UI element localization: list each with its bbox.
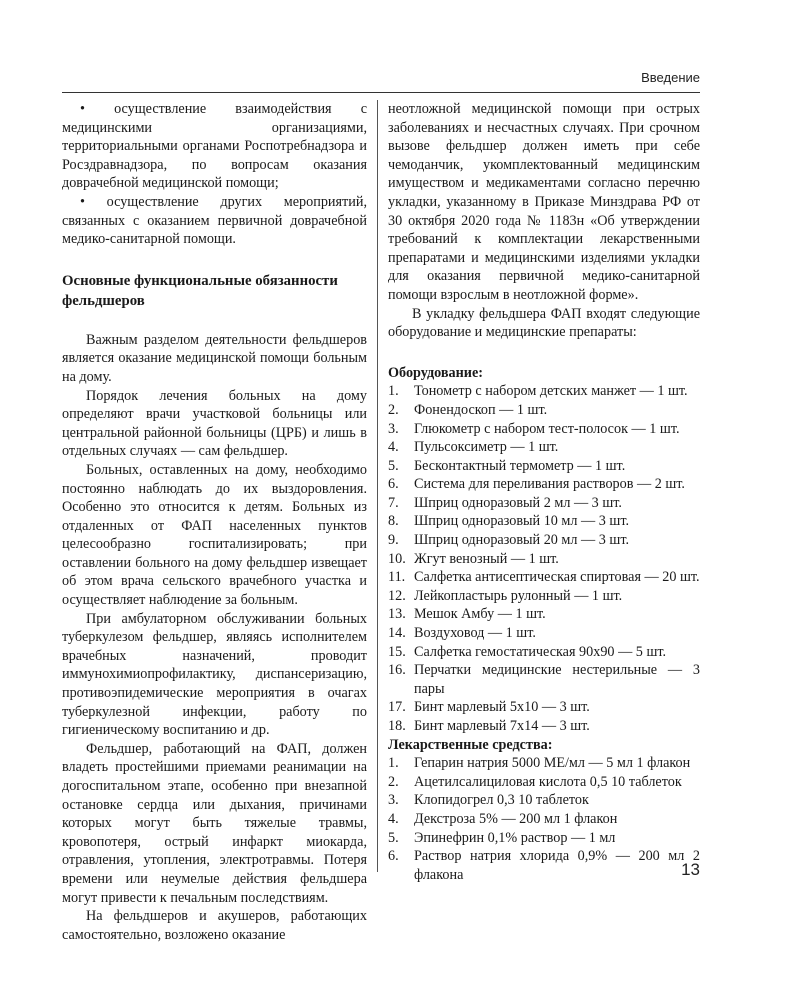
equipment-item: [388, 661, 700, 698]
equipment-item: [388, 420, 700, 439]
equipment-text: Лейкопластырь рулонный — 1 шт.: [414, 587, 623, 604]
drug-text: Ацетилсалициловая кислота 0,5 10 таблеток: [414, 773, 682, 790]
equipment-item: [388, 624, 700, 643]
equipment-item: [388, 643, 700, 662]
drug-text: Клопидогрел 0,3 10 таблеток: [414, 792, 589, 809]
equipment-number: 9.: [388, 532, 399, 549]
equipment-number: 5.: [388, 457, 399, 474]
equipment-item: [388, 605, 700, 624]
drug-item: [388, 791, 700, 810]
section-heading: Основные функциональные обязанности фельдшеров: [62, 272, 338, 309]
paragraph: Важным разделом деятельности фельдшеров является оказание медицинской помощи больным на дому.: [62, 331, 367, 385]
equipment-text: Тонометр с набором детских манжет — 1 шт.: [414, 383, 688, 400]
equipment-number: 2.: [388, 401, 399, 418]
equipment-number: 4.: [388, 439, 399, 456]
drug-number: 6.: [388, 848, 399, 865]
equipment-text: Жгут венозный — 1 шт.: [414, 550, 559, 567]
equipment-number: 18.: [388, 718, 406, 734]
equipment-number: 14.: [388, 625, 406, 642]
equipment-item: [388, 438, 700, 457]
equipment-item: [388, 494, 700, 513]
drug-text: Эпинефрин 0,1% раствор — 1 мл: [414, 829, 616, 846]
paragraph: Больных, оставленных на дому, необходимо постоянно наблюдать до их выздоровления. Особенно это относится к детям. Больных из отдаленных от ФАП населенных пунктов целесообразно госпитализировать; при оставлении больного на дому фельдшер извещает об этом врача сельского врачебного участка и осуществляет наблюдение за больным.: [62, 461, 367, 609]
right-column: [388, 100, 700, 884]
equipment-item: [388, 698, 700, 717]
equipment-item: [388, 587, 700, 606]
paragraph: неотложной медицинской помощи при острых заболеваниях и несчастных случаях. При срочном вызове фельдшер должен иметь при себе чемоданчик, укомплектованный медицинским имуществом и медикаментами согласно перечню укладки, указанному в Приказе Минздрава РФ от 30 октября 2020 года № 1183н «Об утверждении требований к комплектации лекарственными препаратами и медицинскими изделиями укладки для оказания первичной медико-санитарной помощи взрослым в неотложной форме».: [388, 101, 700, 303]
equipment-text: Бинт марлевый 5х10 — 3 шт.: [414, 699, 590, 716]
paragraph: В укладку фельдшера ФАП входят следующие оборудование и медицинские препараты:: [388, 305, 700, 341]
bullet-item: • осуществление взаимодействия с медицинскими организациями, территориальными органами Роспотребнадзора и Росздравнадзора, по вопросам оказания доврачебной медицинской помощи;: [62, 101, 367, 192]
drug-item: [388, 810, 700, 829]
equipment-text: Глюкометр с набором тест-полосок — 1 шт.: [414, 420, 680, 437]
equipment-number: 1.: [388, 383, 399, 400]
equipment-text: Шприц одноразовый 10 мл — 3 шт.: [414, 513, 630, 530]
equipment-text: Салфетка антисептическая спиртовая — 20 шт.: [414, 569, 700, 586]
drug-text: Гепарин натрия 5000 МЕ/мл — 5 мл 1 флакон: [414, 755, 691, 772]
drug-number: 4.: [388, 810, 399, 827]
header-rule: [62, 92, 700, 93]
equipment-text: Бинт марлевый 7х14 — 3 шт.: [414, 718, 590, 734]
equipment-text: Бесконтактный термометр — 1 шт.: [414, 457, 626, 474]
equipment-text: Фонендоскоп — 1 шт.: [414, 401, 548, 418]
equipment-number: 13.: [388, 606, 406, 623]
paragraph: Порядок лечения больных на дому определяют врачи участковой больницы или центральной районной больницы (ЦРБ) и лишь в отдельных случаях — сам фельдшер.: [62, 387, 367, 460]
drug-number: 2.: [388, 773, 399, 790]
equipment-item: [388, 475, 700, 494]
equipment-number: 12.: [388, 587, 406, 604]
left-column: [62, 100, 367, 944]
spacer: [388, 342, 700, 364]
equipment-item: [388, 531, 700, 550]
equipment-item: [388, 401, 700, 420]
equipment-number: 8.: [388, 513, 399, 530]
equipment-number: 16.: [388, 662, 406, 679]
drug-item: [388, 754, 700, 773]
equipment-number: 6.: [388, 476, 399, 493]
section-title: Введение: [641, 70, 700, 85]
drug-number: 5.: [388, 829, 399, 846]
drug-text: Раствор натрия хлорида 0,9% — 200 мл 2 флакона: [414, 848, 700, 883]
equipment-number: 15.: [388, 643, 406, 660]
equipment-item: [388, 512, 700, 531]
equipment-text: Салфетка гемостатическая 90х90 — 5 шт.: [414, 643, 667, 660]
equipment-number: 7.: [388, 494, 399, 511]
equipment-text: Пульсоксиметр — 1 шт.: [414, 439, 559, 456]
equipment-item: [388, 550, 700, 569]
equipment-item: [388, 717, 700, 736]
equipment-text: Воздуховод — 1 шт.: [414, 625, 536, 642]
column-divider: [377, 100, 378, 872]
drug-item: [388, 773, 700, 792]
equipment-number: 17.: [388, 699, 406, 716]
equipment-number: 11.: [388, 569, 406, 586]
equipment-heading: Оборудование:: [388, 364, 483, 381]
equipment-item: [388, 457, 700, 476]
equipment-list: [388, 382, 700, 735]
paragraph: При амбулаторном обслуживании больных туберкулезом фельдшер, являясь исполнителем врачебных назначений, проводит иммунохимиопрофилактику, диспансеризацию, противоэпидемические мероприятия в очагах туберкулезной инфекции, работу по гигиеническому воспитанию и др.: [62, 610, 367, 739]
drug-number: 1.: [388, 755, 399, 772]
equipment-number: 10.: [388, 550, 406, 567]
equipment-text: Перчатки медицинские нестерильные — 3 пары: [414, 662, 700, 697]
drugs-list: [388, 754, 700, 884]
bullet-item: • осуществление других мероприятий, связанных с оказанием первичной доврачебной медико-санитарной помощи.: [62, 193, 367, 248]
paragraph: Фельдшер, работающий на ФАП, должен владеть простейшими приемами реанимации на догоспитальном этапе, особенно при внезапной остановке сердца или дыхания, причинами которых могут быть тяжелые травмы, кровопотеря, острый инфаркт миокарда, отравления, утопления, электротравмы. Потеря времени или неумелые действия фельдшера могут привести к печальным последствиям.: [62, 740, 367, 906]
drugs-heading: Лекарственные средства:: [388, 736, 553, 753]
page-number: 13: [681, 860, 700, 879]
equipment-text: Мешок Амбу — 1 шт.: [414, 606, 546, 623]
drug-text: Декстроза 5% — 200 мл 1 флакон: [414, 810, 618, 827]
drug-number: 3.: [388, 792, 399, 809]
equipment-item: [388, 382, 700, 401]
equipment-text: Система для переливания растворов — 2 шт.: [414, 476, 685, 493]
equipment-text: Шприц одноразовый 2 мл — 3 шт.: [414, 494, 622, 511]
equipment-text: Шприц одноразовый 20 мл — 3 шт.: [414, 532, 630, 549]
paragraph: На фельдшеров и акушеров, работающих самостоятельно, возложено оказание: [62, 908, 367, 943]
equipment-item: [388, 568, 700, 587]
drug-item: [388, 847, 700, 884]
equipment-number: 3.: [388, 420, 399, 437]
drug-item: [388, 829, 700, 848]
